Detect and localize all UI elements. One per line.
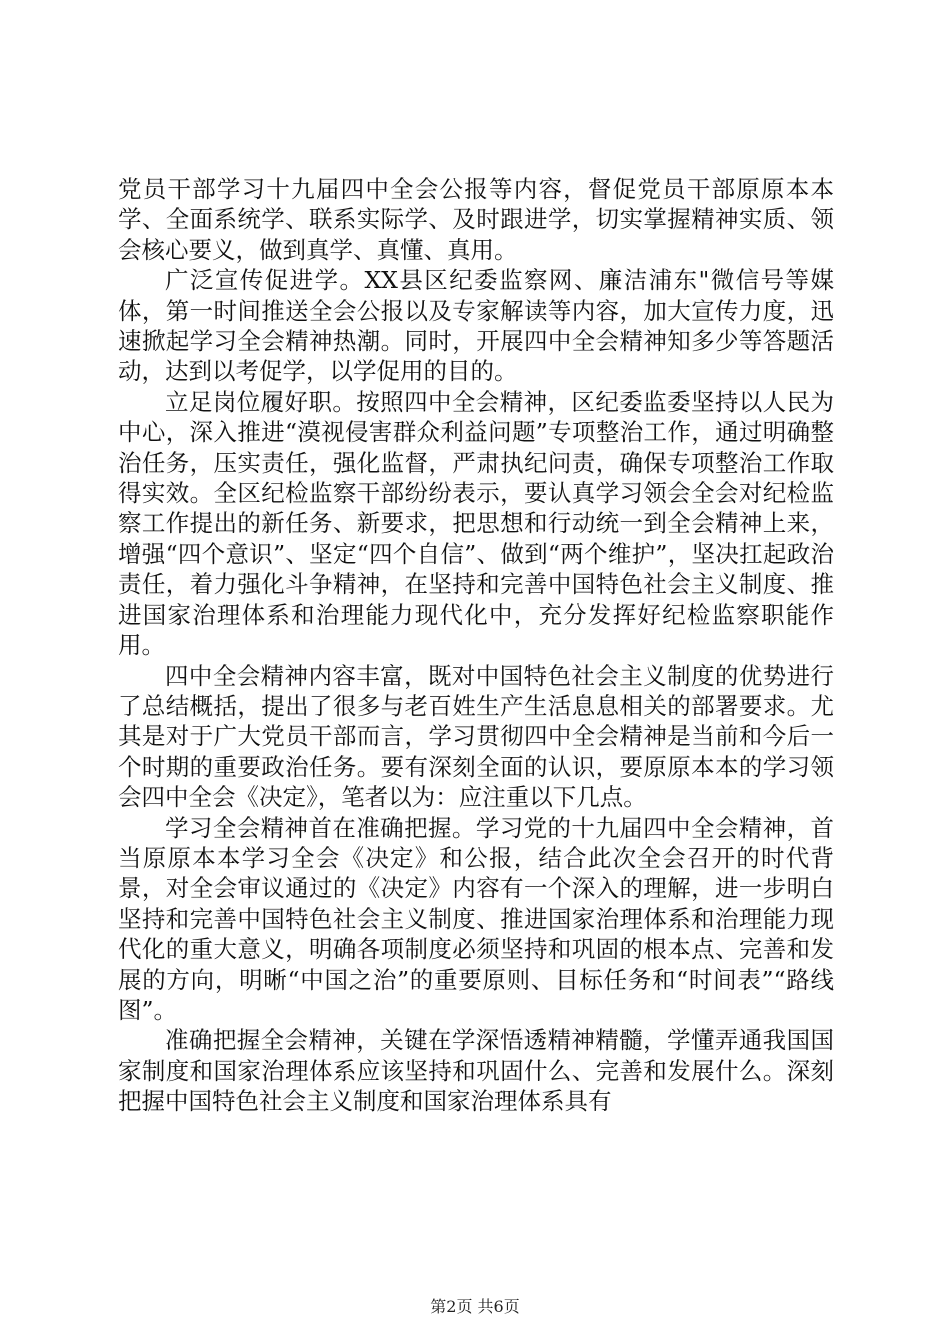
paragraph-publicity: 广泛宣传促进学。XX县区纪委监察网、廉洁浦东"微信号等媒体，第一时间推送全会公报以及专家解读等内容，加大宣传力度，迅速掀起学习全会精神热潮。同时，开展四中全会精神知多少等答题活动，达到以考促学，以学促用的目的。 [118,266,834,386]
paragraph-accurate-grasp: 学习全会精神首在准确把握。学习党的十九届四中全会精神，首当原原本本学习全会《决定》和公报，结合此次全会召开的时代背景，对全会审议通过的《决定》内容有一个深入的理解，进一步明白坚持和完善中国特色社会主义制度、推进国家治理体系和治理能力现代化的重大意义，明确各项制度必须坚持和巩固的根本点、完善和发展的方向，明晰“中国之治”的重要原则、目标任务和“时间表”“路线图”。 [118,813,834,1024]
paragraph-key-study: 准确把握全会精神，关键在学深悟透精神精髓，学懂弄通我国国家制度和国家治理体系应该坚持和巩固什么、完善和发展什么。深刻把握中国特色社会主义制度和国家治理体系具有 [118,1026,834,1116]
paragraph-continued: 党员干部学习十九届四中全会公报等内容，督促党员干部原原本本学、全面系统学、联系实际学、及时跟进学，切实掌握精神实质、领会核心要义，做到真学、真懂、真用。 [118,175,834,264]
document-body [118,174,834,1117]
page-number-footer: 第2页 共6页 [430,1297,520,1316]
paragraph-plenary-spirit: 四中全会精神内容丰富，既对中国特色社会主义制度的优势进行了总结概括，提出了很多与老百姓生产生活息息相关的部署要求。尤其是对于广大党员干部而言，学习贯彻四中全会精神是当前和今后一个时期的重要政治任务。要有深刻全面的认识，要原原本本的学习领会四中全会《决定》，笔者以为：应注重以下几点。 [118,661,834,812]
paragraph-duty: 立足岗位履好职。按照四中全会精神，区纪委监委坚持以人民为中心，深入推进“漠视侵害群众利益问题”专项整治工作，通过明确整治任务，压实责任，强化监督，严肃执纪问责，确保专项整治工作取得实效。全区纪检监察干部纷纷表示，要认真学习领会全会对纪检监察工作提出的新任务、新要求，把思想和行动统一到全会精神上来，增强“四个意识”、坚定“四个自信”、做到“两个维护”，坚决扛起政治责任，着力强化斗争精神，在坚持和完善中国特色社会主义制度、推进国家治理体系和治理能力现代化中，充分发挥好纪检监察职能作用。 [118,387,834,660]
